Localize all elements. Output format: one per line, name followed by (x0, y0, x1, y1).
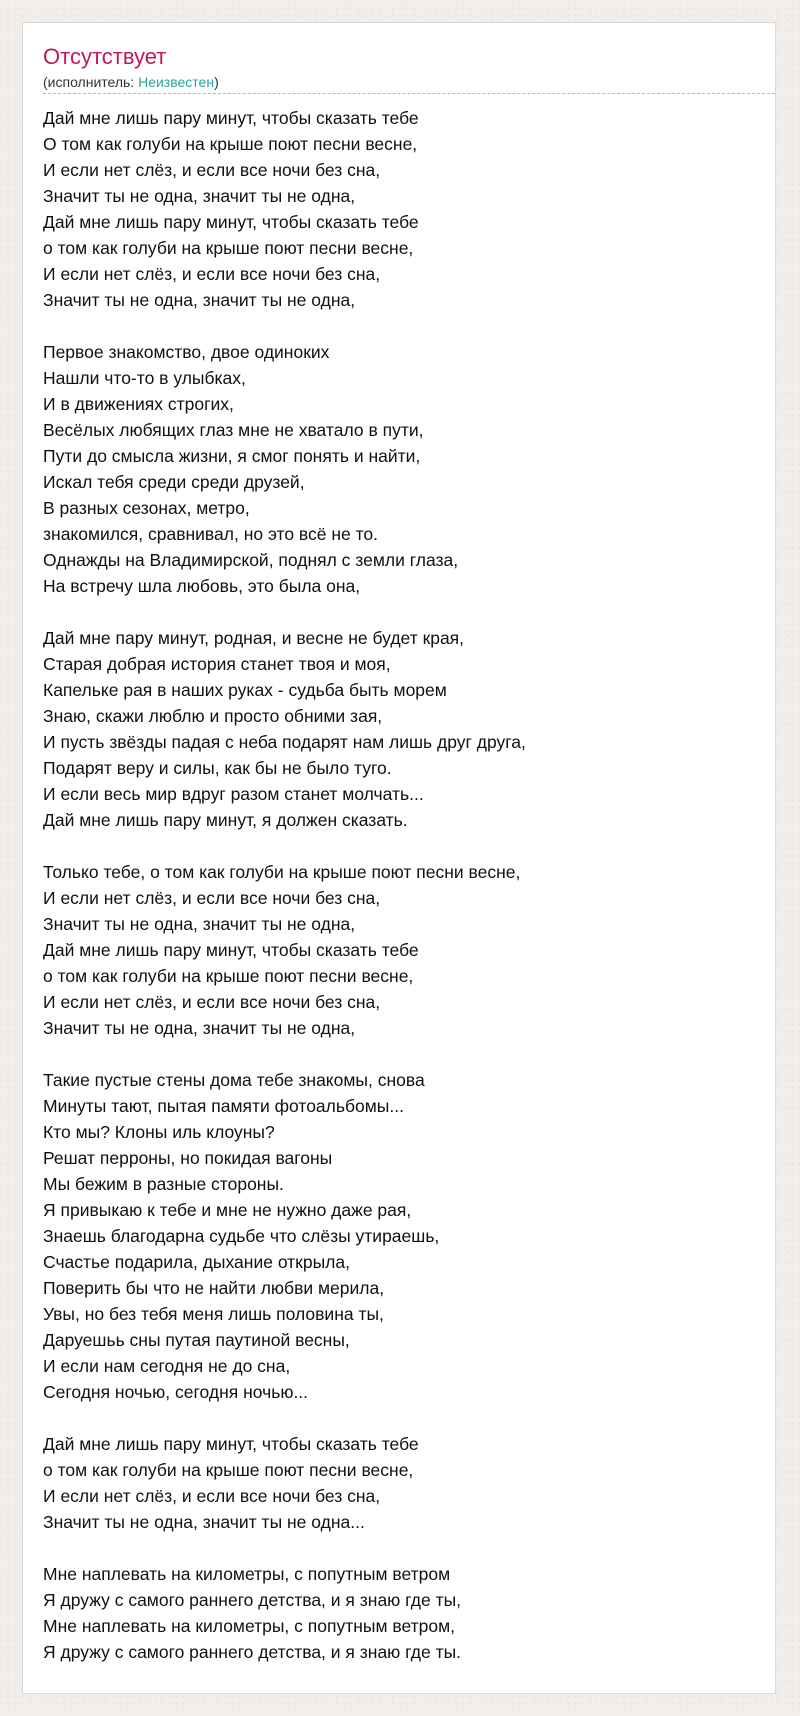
lyric-line: Кто мы? Клоны иль клоуны? (43, 1122, 275, 1142)
stanza-break (43, 833, 763, 859)
lyric-line: Значит ты не одна, значит ты не одна, (43, 186, 356, 206)
lyric-line: Значит ты не одна, значит ты не одна, (43, 914, 356, 934)
lyric-line: Капельке рая в наших руках - судьба быть морем (43, 680, 447, 700)
lyric-line: Счастье подарила, дыхание открыла, (43, 1252, 350, 1272)
lyric-line: Поверить бы что не найти любви мерила, (43, 1278, 385, 1298)
lyric-line: Дай мне лишь пару минут, я должен сказать. (43, 810, 408, 830)
lyric-line: И если нет слёз, и если все ночи без сна, (43, 888, 381, 908)
lyric-line: Решат перроны, но покидая вагоны (43, 1148, 333, 1168)
lyric-line: Значит ты не одна, значит ты не одна, (43, 1018, 356, 1038)
lyric-line: В разных сезонах, метро, (43, 498, 250, 518)
lyric-line: Старая добрая история станет твоя и моя, (43, 654, 391, 674)
lyric-line: Знаю, скажи люблю и просто обними зая, (43, 706, 383, 726)
lyric-line: Даруешьь сны путая паутиной весны, (43, 1330, 350, 1350)
lyric-line: Дай мне лишь пару минут, чтобы сказать тебе (43, 940, 419, 960)
lyric-line: о том как голуби на крыше поют песни весне, (43, 1460, 414, 1480)
artist-byline (43, 73, 219, 91)
lyric-line: На встречу шла любовь, это была она, (43, 576, 361, 596)
lyric-line: И если весь мир вдруг разом станет молчать... (43, 784, 424, 804)
lyric-line: Мне наплевать на километры, с попутным ветром (43, 1564, 451, 1584)
song-title: Отсутствует (43, 44, 167, 69)
lyric-line: И в движениях строгих, (43, 394, 234, 414)
lyrics-card (22, 22, 776, 1694)
lyric-line: И если нет слёз, и если все ночи без сна, (43, 264, 381, 284)
lyric-line: о том как голуби на крыше поют песни весне, (43, 238, 414, 258)
lyric-line: Я привыкаю к тебе и мне не нужно даже рая, (43, 1200, 412, 1220)
lyric-line: Однажды на Владимирской, поднял с земли глаза, (43, 550, 459, 570)
lyric-line: Значит ты не одна, значит ты не одна, (43, 290, 356, 310)
lyric-line: Только тебе, о том как голуби на крыше поют песни весне, (43, 862, 521, 882)
stanza-break (43, 599, 763, 625)
stanza-break (43, 1405, 763, 1431)
lyric-line: Сегодня ночью, сегодня ночью... (43, 1382, 309, 1402)
lyric-line: И пусть звёзды падая с неба подарят нам лишь друг друга, (43, 732, 526, 752)
lyric-line: знакомился, сравнивал, но это всё не то. (43, 524, 379, 544)
lyric-line: Минуты тают, пытая памяти фотоальбомы... (43, 1096, 404, 1116)
title-divider (43, 93, 775, 94)
lyric-line: Дай мне лишь пару минут, чтобы сказать тебе (43, 108, 419, 128)
lyric-line: Значит ты не одна, значит ты не одна... (43, 1512, 365, 1532)
lyric-line: Пути до смысла жизни, я смог понять и найти, (43, 446, 421, 466)
lyric-line: Подарят веру и силы, как бы не было туго. (43, 758, 392, 778)
lyric-line: И если нет слёз, и если все ночи без сна, (43, 992, 381, 1012)
lyric-line: Искал тебя среди среди друзей, (43, 472, 305, 492)
lyric-line: Дай мне пару минут, родная, и весне не будет края, (43, 628, 465, 648)
byline-suffix: ) (214, 74, 219, 90)
lyric-line: Нашли что-то в улыбках, (43, 368, 246, 388)
lyric-line: И если нам сегодня не до сна, (43, 1356, 291, 1376)
lyric-line: Такие пустые стены дома тебе знакомы, снова (43, 1070, 425, 1090)
lyric-line: И если нет слёз, и если все ночи без сна, (43, 160, 381, 180)
lyric-line: Дай мне лишь пару минут, чтобы сказать тебе (43, 212, 419, 232)
lyric-line: И если нет слёз, и если все ночи без сна, (43, 1486, 381, 1506)
artist-link[interactable]: Неизвестен (138, 74, 215, 90)
lyric-line: Мы бежим в разные стороны. (43, 1174, 284, 1194)
lyric-line: Весёлых любящих глаз мне не хватало в пути, (43, 420, 424, 440)
stanza-break (43, 1041, 763, 1067)
lyrics-text (43, 105, 763, 1665)
lyric-line: О том как голуби на крыше поют песни весне, (43, 134, 418, 154)
lyric-line: Увы, но без тебя меня лишь половина ты, (43, 1304, 384, 1324)
lyric-line: Первое знакомство, двое одиноких (43, 342, 330, 362)
lyric-line: Дай мне лишь пару минут, чтобы сказать тебе (43, 1434, 419, 1454)
lyric-line: Знаешь благодарна судьбе что слёзы утираешь, (43, 1226, 440, 1246)
byline-prefix: (исполнитель: (43, 74, 139, 90)
lyric-line: Я дружу с самого раннего детства, и я знаю где ты. (43, 1642, 462, 1662)
lyric-line: Я дружу с самого раннего детства, и я знаю где ты, (43, 1590, 462, 1610)
stanza-break (43, 1535, 763, 1561)
stanza-break (43, 313, 763, 339)
lyric-line: о том как голуби на крыше поют песни весне, (43, 966, 414, 986)
lyric-line: Мне наплевать на километры, с попутным ветром, (43, 1616, 455, 1636)
